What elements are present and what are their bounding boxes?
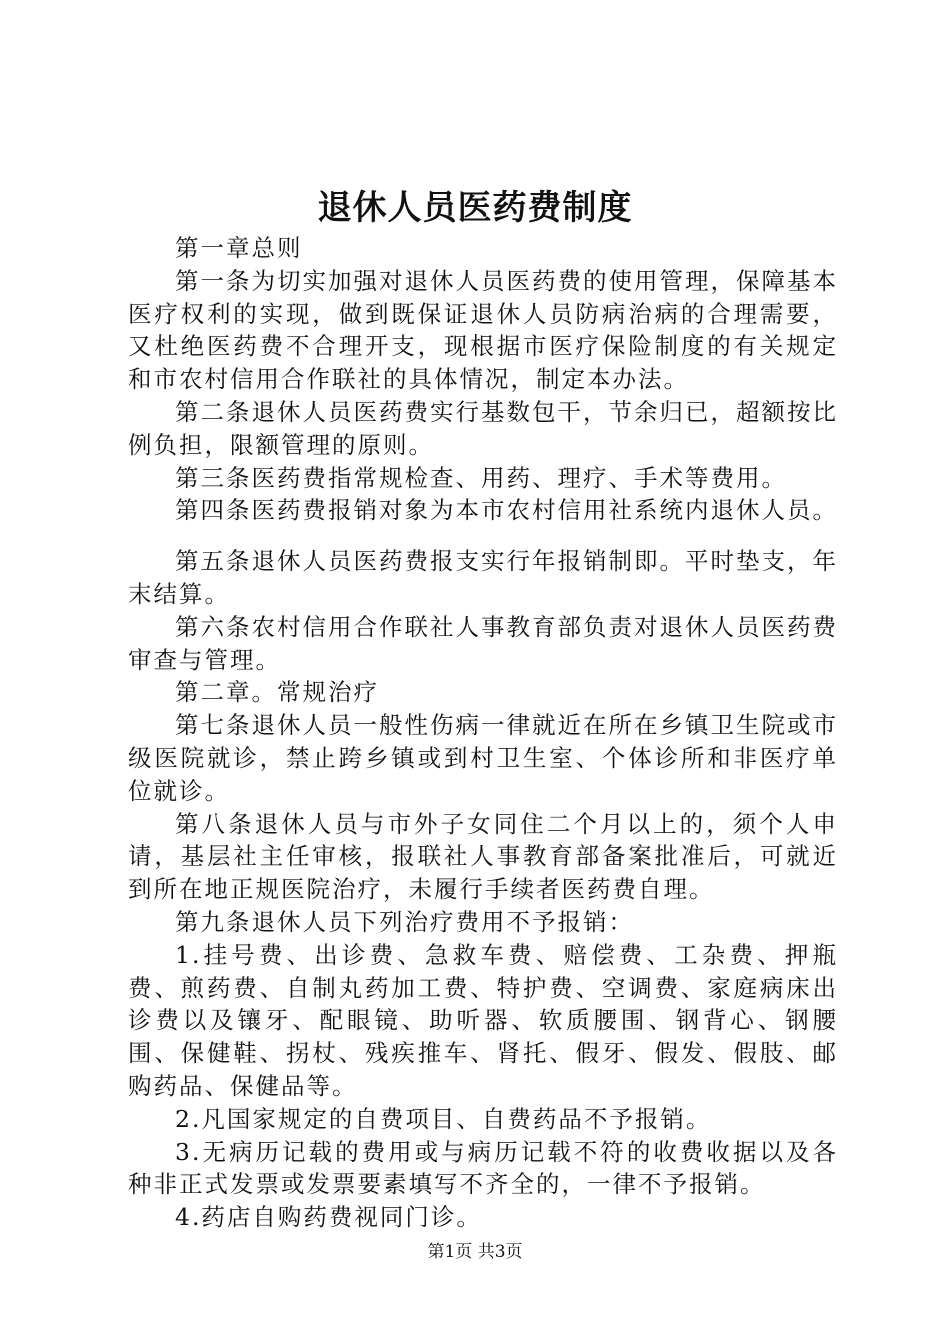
chapter-heading: 第二章。常规治疗 xyxy=(175,678,379,707)
article-paragraph: 第二条退休人员医药费实行基数包干，节余归已，超额按比例负担，限额管理的原则。 xyxy=(128,397,838,459)
list-item: 4.药店自购药费视同门诊。 xyxy=(175,1203,482,1232)
chapter-heading: 第一章总则 xyxy=(175,234,303,262)
article-paragraph: 第四条医药费报销对象为本市农村信用社系统内退休人员。 xyxy=(175,496,838,525)
article-paragraph: 第六条农村信用合作联社人事教育部负责对退休人员医药费审查与管理。 xyxy=(128,612,838,674)
article-paragraph: 第五条退休人员医药费报支实行年报销制即。平时垫支，年末结算。 xyxy=(128,547,838,608)
document-body xyxy=(128,232,838,1234)
list-item: 1.挂号费、出诊费、急救车费、赔偿费、工杂费、押瓶费、煎药费、自制丸药加工费、特护费、空调费、家庭病床出诊费以及镶牙、配眼镜、助听器、软质腰围、钢背心、钢腰围、保健鞋、拐杖、残疾推车、肾托、假牙、假发、假肢、邮购药品、保健品等。 xyxy=(128,940,838,1100)
article-paragraph: 第九条退休人员下列治疗费用不予报销： xyxy=(175,907,634,936)
document-title: 退休人员医药费制度 xyxy=(317,188,633,228)
list-item: 3.无病历记载的费用或与病历记载不符的收费收据以及各种非正式发票或发票要素填写不齐全的，一律不予报销。 xyxy=(128,1137,838,1199)
article-paragraph: 第七条退休人员一般性伤病一律就近在所在乡镇卫生院或市级医院就诊，禁止跨乡镇或到村卫生室、个体诊所和非医疗单位就诊。 xyxy=(128,711,838,805)
article-paragraph: 第一条为切实加强对退休人员医药费的使用管理，保障基本医疗权利的实现，做到既保证退休人员防病治病的合理需要，又杜绝医药费不合理开支，现根据市医疗保险制度的有关规定和市农村信用合作联社的具体情况，制定本办法。 xyxy=(128,266,838,394)
list-item: 2.凡国家规定的自费项目、自费药品不予报销。 xyxy=(175,1104,712,1133)
article-paragraph: 第八条退休人员与市外子女同住二个月以上的，须个人申请，基层社主任审核，报联社人事教育部备案批准后，可就近到所在地正规医院治疗，未履行手续者医药费自理。 xyxy=(128,809,838,904)
article-paragraph: 第三条医药费指常规检查、用药、理疗、手术等费用。 xyxy=(175,463,787,492)
page-number-footer: 第1页 共3页 xyxy=(427,1242,523,1262)
